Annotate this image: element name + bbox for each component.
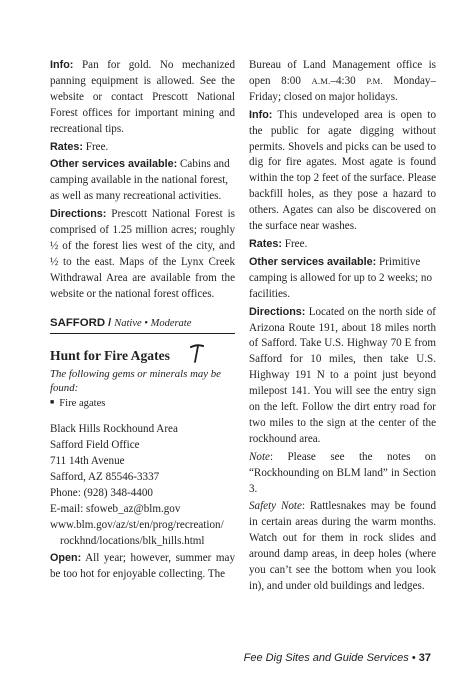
other-services-label: Other services available: <box>50 158 178 171</box>
rates-text: Free. <box>83 140 109 153</box>
bullet-icon: ■ <box>50 398 55 407</box>
gems-intro: The following gems or minerals may be found: <box>50 367 221 394</box>
rates-paragraph <box>249 237 436 253</box>
region-heading <box>50 316 235 334</box>
directions-label: Directions: <box>249 305 306 318</box>
pickaxe-icon <box>190 343 204 363</box>
directions-text: Prescott National Forest is comprised of 1.25 million acres; roughly ½ of the forest lies west of the city, and ½ to the east. Maps of the Lynx Creek Withdrawal Area are available from the website or the national forest offices. <box>50 208 235 300</box>
other-services-paragraph <box>50 157 235 205</box>
directions-text: Located on the north side of Arizona Route 191, about 18 miles north of Safford. Take U.S. Highway 70 E from Safford for 10 miles, then take U.S. Highway 191 N to a point just beyond milepost 141. You will see the entry sign on the left. Follow the dirt entry road for two miles to the sign at the center of the rockhound area. <box>249 305 436 445</box>
footer-bullet: • <box>411 652 416 664</box>
region-separator: / <box>105 316 115 329</box>
address-line: Safford Field Office <box>50 439 140 452</box>
info-paragraph <box>50 58 235 138</box>
right-column <box>249 58 436 597</box>
directions-paragraph <box>50 207 235 302</box>
site-title-row <box>50 347 235 365</box>
website-line: www.blm.gov/az/st/en/prog/recreation/ <box>50 518 224 531</box>
page-number: 37 <box>418 652 431 664</box>
hours-post-text: Monday–Friday; closed on major holidays. <box>249 74 437 103</box>
gem-item <box>50 396 235 412</box>
address-line: Safford, AZ 85546-3337 <box>50 470 160 483</box>
address-line: 711 14th Avenue <box>50 455 125 467</box>
page-footer <box>244 652 431 664</box>
footer-section-title: Fee Dig Sites and Guide Services <box>243 652 409 664</box>
rates-label: Rates: <box>249 237 283 250</box>
other-services-text: Cabins and camping available in the national forest, as well as many recreational activities. <box>50 158 230 203</box>
phone-line: Phone: (928) 348-4400 <box>50 486 153 499</box>
rates-text: Free. <box>282 237 308 250</box>
gem-item-label: Fire agates <box>59 398 106 410</box>
note-paragraph <box>249 450 436 498</box>
hours-paragraph <box>249 58 436 106</box>
address-block <box>50 422 235 549</box>
open-paragraph <box>50 551 235 583</box>
info-label: Info: <box>249 108 273 121</box>
email-line: E-mail: sfoweb_az@blm.gov <box>50 502 181 515</box>
left-column <box>50 58 235 585</box>
hours-mid-text: –4:30 <box>330 74 367 87</box>
region-meta: Native • Moderate <box>114 317 192 329</box>
info-paragraph <box>249 108 436 235</box>
other-services-text: Primitive camping is allowed for up to 2 weeks; no facilities. <box>249 255 433 300</box>
address-line: Black Hills Rockhound Area <box>50 423 178 436</box>
note-text: : Please see the notes on “Rockhounding on BLM land” in Section 3. <box>249 450 436 495</box>
website-line-cont: rockhnd/locations/blk_hills.html <box>60 534 205 547</box>
hours-text: Bureau of Land Management office is open 8:00 <box>249 59 436 87</box>
info-text: This undeveloped area is open to the public for agate digging without permits. Shovels and picks can be used to dig for fire agates. Most agate is found within the top 2 feet of the surface. Please backfill holes, as they pose a hazard to others. Agates can also be discovered on the surface near washes. <box>249 108 436 233</box>
other-services-label: Other services available: <box>249 255 377 268</box>
site-title: Hunt for Fire Agates <box>50 347 170 363</box>
rates-label: Rates: <box>50 140 84 153</box>
safety-note-text: : Rattlesnakes may be found in certain areas during the warm months. Watch out for them in rock slides and around damp areas, in deep holes (where you can’t see the bottom when you look in), and under old buildings and ledges. <box>249 500 436 592</box>
gem-list <box>50 396 235 412</box>
info-label: Info: <box>50 59 74 71</box>
rates-paragraph <box>50 140 235 156</box>
safety-note-label: Safety Note <box>249 500 302 513</box>
region-name: SAFFORD <box>50 316 106 329</box>
directions-label: Directions: <box>50 208 107 221</box>
open-text: All year; however, summer may be too hot for enjoyable collecting. The <box>50 552 235 581</box>
open-label: Open: <box>50 552 82 565</box>
am-text: A.M. <box>311 75 331 86</box>
info-text: Pan for gold. No mechanized panning equipment is allowed. See the website or contact Prescott National Forest offices for important mining and recreational tips. <box>50 59 235 135</box>
directions-paragraph <box>249 305 436 448</box>
note-label: Note <box>249 450 270 463</box>
pm-text: P.M. <box>366 75 383 86</box>
safety-note-paragraph <box>249 499 436 594</box>
other-services-paragraph <box>249 255 436 303</box>
